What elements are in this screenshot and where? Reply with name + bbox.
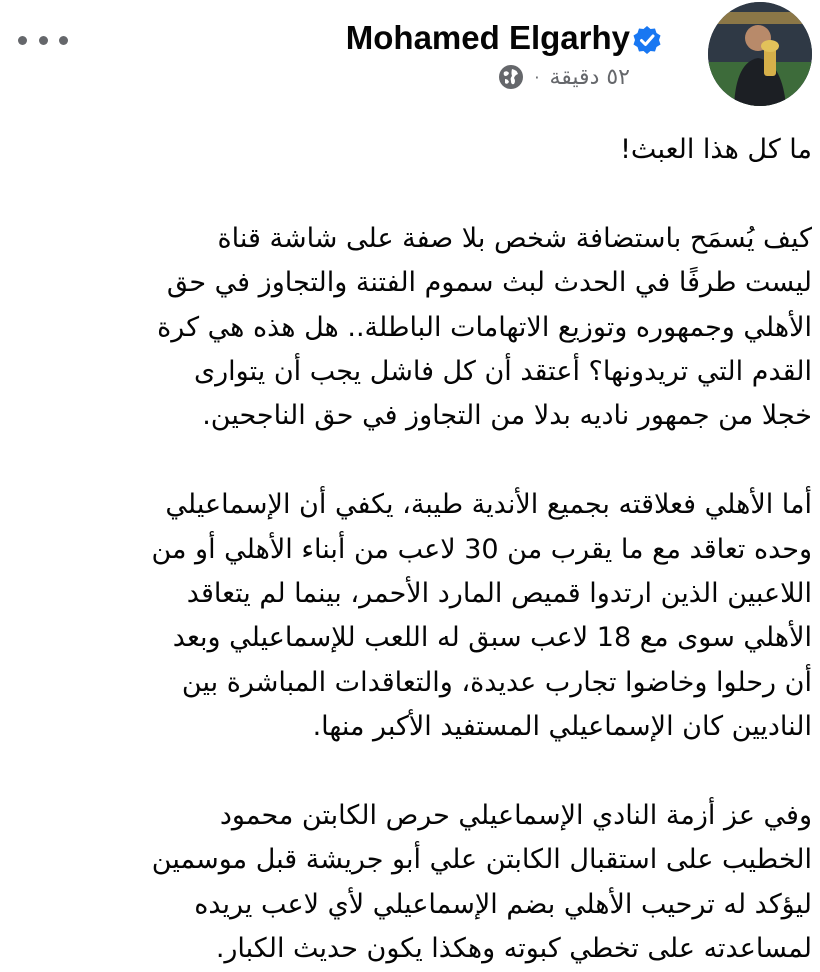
post-line: القدم التي تريدونها؟ أعتقد أن كل فاشل يجب أن يتوارى: [193, 356, 812, 388]
globe-icon[interactable]: [498, 64, 524, 90]
post-line: اللاعبين الذين ارتدوا قميص المارد الأحمر، بينما لم يتعاقد: [186, 578, 812, 610]
more-dot: [59, 36, 68, 45]
post-line: خجلا من جمهور ناديه بدلا من التجاوز في حق الناجحين.: [202, 400, 812, 432]
post-line: ما كل هذا العبث!: [620, 134, 812, 165]
post-line: الناديين كان الإسماعيلي المستفيد الأكبر منها.: [312, 711, 812, 743]
more-dot: [18, 36, 27, 45]
post-line: كيف يُسمَح باستضافة شخص بلا صفة على شاشة قناة: [217, 222, 812, 254]
post-meta: [498, 60, 630, 94]
paragraph-gap: [40, 439, 812, 483]
meta-separator: ·: [534, 67, 540, 87]
avatar-photo: [708, 2, 812, 106]
paragraph-gap: [40, 172, 812, 216]
post-timestamp[interactable]: ٥٢ دقيقة: [549, 64, 630, 90]
post-header: [0, 0, 820, 120]
post-line: الخطيب على استقبال الكابتن علي أبو جريشة قبل موسمين: [151, 844, 812, 876]
post-line: ليست طرفًا في الحدث لبث سموم الفتنة والتجاوز في حق: [166, 267, 812, 299]
post-line: لمساعدته على تخطي كبوته وهكذا يكون حديث الكبار.: [215, 933, 812, 965]
post-line: أما الأهلي فعلاقته بجميع الأندية طيبة، يكفي أن الإسماعيلي: [165, 489, 812, 521]
post-line: أن رحلوا وخاضوا تجارب عديدة، والتعاقدات المباشرة بين: [181, 666, 812, 698]
post-line: الأهلي سوى مع 18 لاعب سبق له اللعب للإسماعيلي وبعد: [172, 622, 812, 654]
author-name[interactable]: Mohamed Elgarhy: [345, 19, 630, 56]
more-dot: [39, 36, 48, 45]
post-line: وفي عز أزمة النادي الإسماعيلي حرص الكابتن محمود: [219, 800, 812, 832]
post-line: الأهلي وجمهوره وتوزيع الاتهامات الباطلة.. هل هذه هي كرة: [157, 311, 812, 343]
verified-badge-icon: [632, 25, 662, 55]
post-line: ليؤكد له ترحيب الأهلي بضم الإسماعيلي لأي لاعب يريده: [194, 888, 812, 920]
author-avatar[interactable]: [708, 2, 812, 106]
post-body: [40, 128, 812, 972]
more-options-icon[interactable]: [18, 28, 68, 52]
post-line: وحده تعاقد مع ما يقرب من 30 لاعب من أبناء الأهلي أو من: [151, 533, 812, 565]
paragraph-gap: [40, 750, 812, 794]
